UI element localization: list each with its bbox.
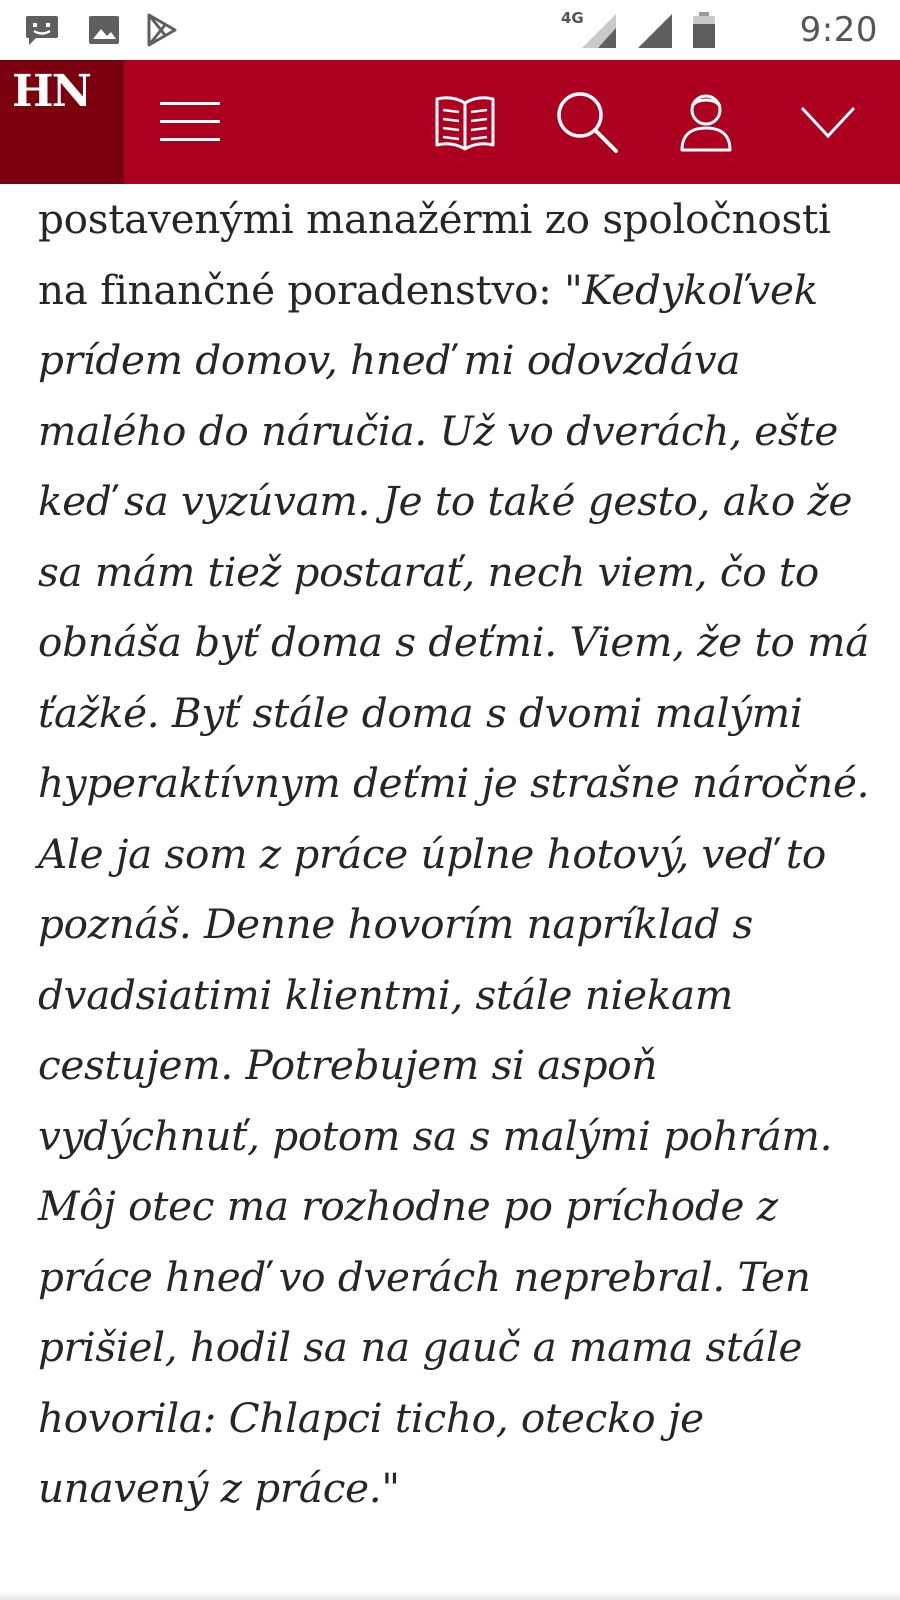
article-lead-text: postavenými manažérmi zo spoločnosti na finančné poradenstvo: ": [38, 195, 831, 314]
read-button[interactable]: [425, 82, 505, 162]
battery-icon: [690, 10, 718, 50]
account-button[interactable]: [666, 82, 746, 162]
search-button[interactable]: [547, 82, 627, 162]
signal-icon: [634, 10, 674, 50]
menu-icon: [158, 98, 222, 146]
user-icon: [676, 90, 736, 154]
menu-button[interactable]: [150, 82, 230, 162]
signal-4g-icon: [578, 10, 618, 50]
book-icon: [433, 93, 497, 151]
app-header: [0, 60, 900, 184]
image-icon: [86, 12, 122, 48]
logo-text: HN: [12, 66, 90, 117]
clock: 9:20: [799, 10, 878, 50]
bottom-edge: [0, 1592, 900, 1600]
message-icon: [24, 12, 60, 48]
network-type-label: 4G: [561, 9, 584, 27]
logo[interactable]: [0, 60, 124, 184]
article-body: [38, 184, 880, 1524]
article-closing-quote: ": [381, 1464, 400, 1512]
play-store-icon: [144, 12, 180, 48]
article-quote: Kedykoľvek prídem domov, hneď mi odovzdáva malého do náručia. Už vo dverách, ešte keď sa vyzúvam. Je to také gesto, ako že sa mám tiež postarať, nech viem, čo to obnáša byť doma s deťmi. Viem, že to má ťažké. Byť stále doma s dvomi malými hyperaktívnym deťmi je strašne náročné. Ale ja som z práce úplne hotový, veď to poznáš. Denne hovorím napríklad s dvadsiatimi klientmi, stále niekam cestujem. Potrebujem si aspoň vydýchnuť, potom sa s malými pohrám. Môj otec ma rozhodne po príchode z práce hneď vo dverách neprebral. Ten prišiel, hodil sa na gauč a mama stále hovorila: Chlapci ticho, otecko je unavený z práce.: [38, 265, 870, 1512]
more-button[interactable]: [788, 82, 868, 162]
search-icon: [554, 89, 620, 155]
status-bar: [0, 0, 900, 60]
article-paragraph: [38, 184, 880, 1524]
chevron-down-icon: [798, 102, 858, 142]
